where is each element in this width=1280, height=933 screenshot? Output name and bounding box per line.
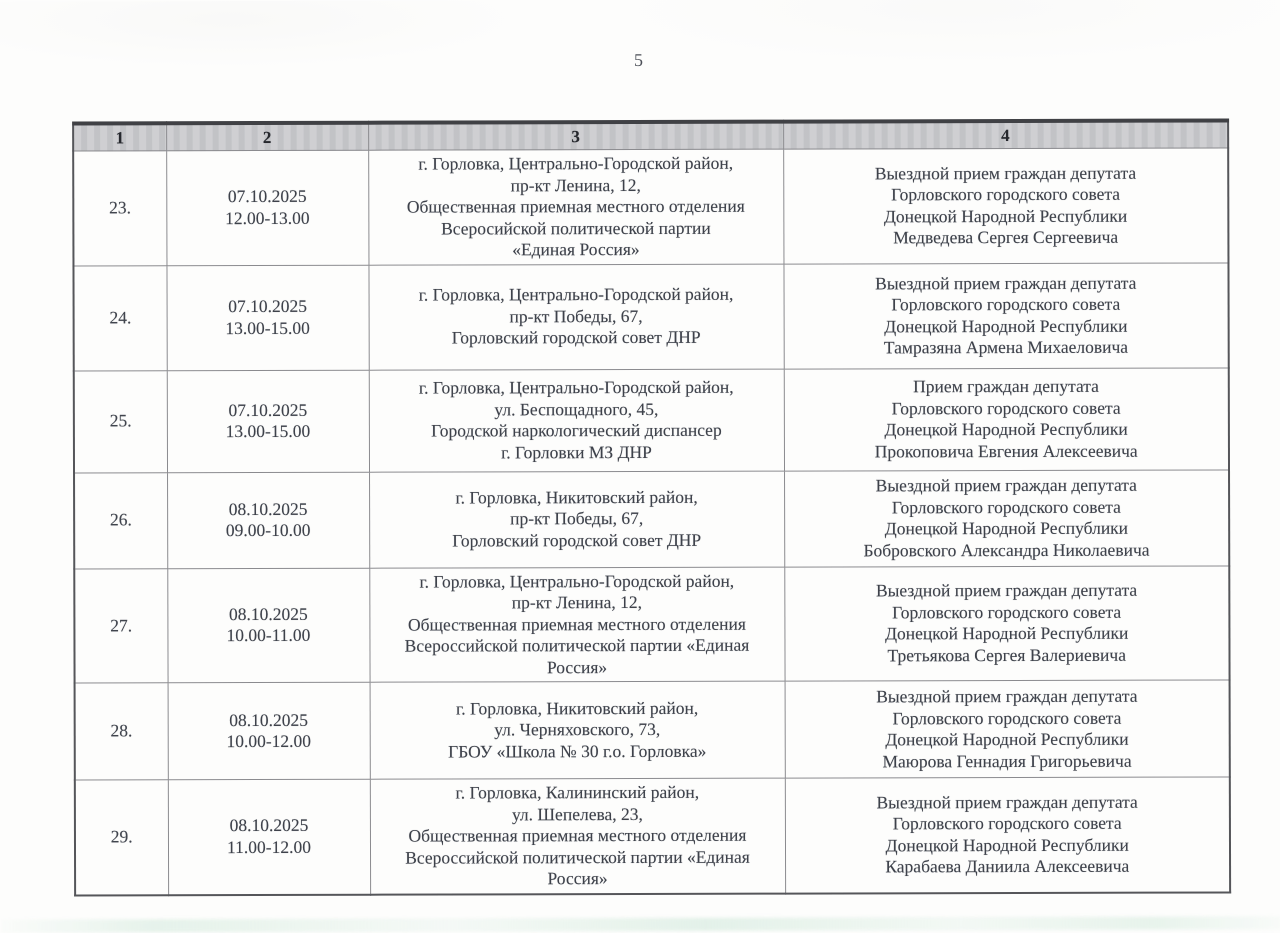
table-row [73,148,1228,266]
reception-cell: Выездной прием граждан депутата Горловского городского совета Донецкой Народной Республики Карабаева Даниила Алексеевича [785,777,1230,893]
location-cell: г. Горловка, Никитовский район, пр-кт Победы, 67, Горловский городской совет ДНР [369,471,784,568]
row-number-cell: 23. [73,151,166,266]
datetime-cell [168,779,370,895]
reception-cell: Выездной прием граждан депутата Горловского городского совета Донецкой Народной Республики Медведева Сергея Сергеевича [783,148,1228,264]
row-number-cell: 26. [74,472,167,568]
location-cell: г. Горловка, Центрально-Городской район, ул. Беспощадного, 45, Городской наркологический диспансер г. Горловки МЗ ДНР [369,369,784,472]
reception-cell: Выездной прием граждан депутата Горловского городского совета Донецкой Народной Республики Тамразяна Армена Михаеловича [783,262,1228,368]
reception-cell: Прием граждан депутата Горловского городского совета Донецкой Народной Республики Прокоповича Евгения Алексеевича [784,367,1229,470]
table-header-row [73,120,1228,151]
location-cell: г. Горловка, Калининский район, ул. Шепелева, 23, Общественная приемная местного отделения Всероссийской политической партии «Единая Россия» [370,778,785,894]
time-text: 12.00-13.00 [225,207,310,228]
table-row [74,367,1229,472]
location-cell: г. Горловка, Никитовский район, ул. Черняховского, 73, ГБОУ «Школа № 30 г.о. Горловка» [370,681,785,779]
row-number-cell: 25. [74,370,167,472]
date-text: 08.10.2025 [229,709,309,730]
column-header-2: 2 [166,123,368,151]
table-row [74,565,1229,683]
time-text: 09.00-10.00 [225,519,311,541]
table-row [75,777,1230,895]
row-number-cell: 24. [73,265,166,370]
date-text: 07.10.2025 [228,399,308,420]
column-header-3: 3 [368,122,783,151]
date-text: 08.10.2025 [228,603,308,624]
datetime-cell [167,370,369,473]
reception-cell: Выездной прием граждан депутата Горловского городского совета Донецкой Народной Республики Маюрова Геннадия Григорьевича [785,680,1230,778]
datetime-cell [166,150,368,265]
row-number-cell: 29. [75,780,168,895]
table-row [74,469,1229,568]
date-text: 07.10.2025 [227,186,307,207]
datetime-cell [168,682,370,780]
time-text: 10.00-12.00 [226,730,312,752]
date-text: 08.10.2025 [229,815,309,836]
time-text: 10.00-11.00 [226,625,311,646]
column-header-1: 1 [73,123,166,151]
scan-edge-artifact [1,916,1280,932]
datetime-cell [166,265,368,371]
reception-schedule-table [72,118,1231,896]
date-text: 08.10.2025 [228,498,308,519]
datetime-cell [167,472,369,569]
date-text: 07.10.2025 [228,295,307,317]
time-text: 13.00-15.00 [225,317,310,338]
reception-cell: Выездной прием граждан депутата Горловского городского совета Донецкой Народной Республики Бобровского Александра Николаевича [784,469,1229,566]
row-number-cell: 28. [75,683,168,780]
location-cell: г. Горловка, Центрально-Городской район, пр-кт Ленина, 12, Общественная приемная местного отделения Всероссийской политической партии «Единая Россия» [369,567,784,683]
table-row [73,262,1228,370]
location-cell: г. Горловка, Центрально-Городской район, пр-кт Ленина, 12, Общественная приемная местного отделения Всеросийской политической партии «Единая Россия» [368,149,783,265]
time-text: 13.00-15.00 [225,420,311,442]
datetime-cell [167,568,369,683]
row-number-cell: 27. [74,568,167,683]
column-header-4: 4 [783,120,1228,149]
page-number: 5 [633,49,644,71]
table-row [75,680,1230,780]
reception-cell: Выездной прием граждан депутата Горловского городского совета Донецкой Народной Республики Третьякова Сергея Валериевича [784,565,1229,681]
time-text: 11.00-12.00 [227,836,311,857]
location-cell: г. Горловка, Центрально-Городской район, пр-кт Победы, 67, Горловский городской совет ДНР [368,264,783,370]
